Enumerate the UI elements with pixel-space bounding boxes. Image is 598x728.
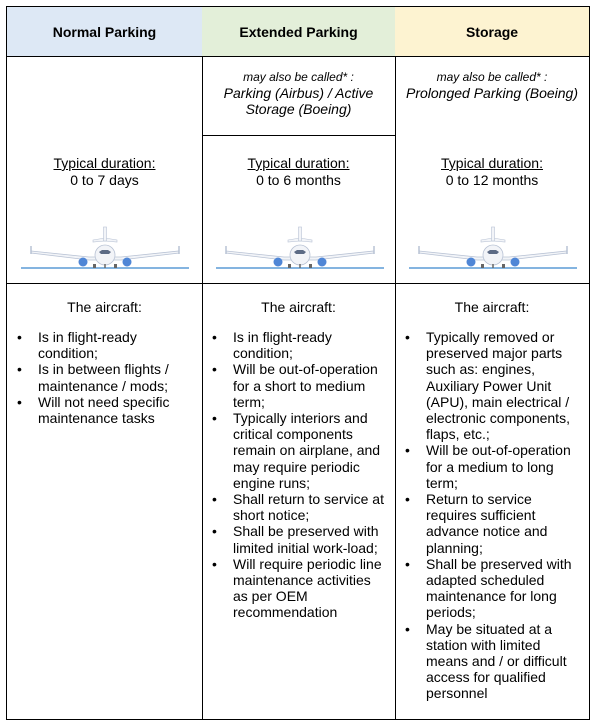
column-header — [395, 7, 589, 57]
alias-block — [7, 57, 202, 136]
list-item: • Shall return to service at short notice; — [210, 491, 389, 523]
duration-value: 0 to 7 days — [70, 172, 139, 188]
duration-label: Typical duration: — [53, 155, 156, 171]
aircraft-front-view-icon — [216, 225, 384, 270]
aircraft-front-view-icon — [21, 225, 189, 270]
row-divider — [7, 283, 202, 284]
list-item: • Will not need specific maintenance tasks — [15, 394, 196, 426]
alias-note: may also be called* : — [436, 70, 548, 84]
characteristics-list — [403, 329, 583, 702]
column-header-text: Normal Parking — [52, 23, 157, 40]
column-extended-parking — [202, 7, 396, 719]
list-item: • Will be out-of-operation for a short to medium term; — [210, 361, 389, 410]
list-item: • Is in flight-ready condition; — [15, 329, 196, 361]
body-title: The aircraft: — [261, 299, 336, 315]
list-item: • Typically removed or preserved major parts such as: engines, Auxiliary Power Unit (APU), main electrical / electronic components, flaps, etc.; — [403, 329, 583, 442]
row-divider — [395, 283, 589, 284]
alias-names: Prolonged Parking (Boeing) — [406, 85, 578, 101]
alias-block — [202, 57, 395, 136]
list-item: • Is in between flights / maintenance / mods; — [15, 361, 196, 393]
list-item: • Is in flight-ready condition; — [210, 329, 389, 361]
characteristics-list — [15, 329, 196, 426]
list-item: • Return to service requires sufficient advance notice and planning; — [403, 491, 583, 556]
duration-value: 0 to 6 months — [256, 172, 341, 188]
duration-label: Typical duration: — [247, 155, 350, 171]
list-item: • Shall be preserved with adapted scheduled maintenance for long periods; — [403, 556, 583, 621]
duration-block — [202, 155, 395, 189]
characteristics-list — [210, 329, 389, 621]
aircraft-front-view-icon — [409, 225, 577, 270]
duration-value: 0 to 12 months — [445, 172, 539, 188]
duration-block — [7, 155, 202, 189]
column-normal-parking — [7, 7, 203, 719]
duration-block — [395, 155, 589, 189]
alias-names: Parking (Airbus) / Active Storage (Boeing) — [223, 85, 374, 117]
column-storage — [395, 7, 589, 719]
body-title: The aircraft: — [67, 299, 142, 315]
list-item: • Will require periodic line maintenance activities as per OEM recommendation — [210, 556, 389, 621]
column-header-text: Extended Parking — [239, 23, 358, 40]
alias-note: may also be called* : — [243, 70, 354, 84]
column-header — [7, 7, 202, 57]
parking-comparison-table — [6, 6, 590, 720]
list-item: • Shall be preserved with limited initial work-load; — [210, 523, 389, 555]
column-header — [202, 7, 395, 57]
row-divider — [202, 283, 395, 284]
list-item: • Will be out-of-operation for a medium to long term; — [403, 442, 583, 491]
alias-block — [395, 57, 589, 136]
list-item: • Typically interiors and critical components remain on airplane, and may require periodic engine runs; — [210, 410, 389, 491]
column-header-text: Storage — [465, 23, 519, 40]
body-title: The aircraft: — [454, 299, 530, 315]
list-item: • May be situated at a station with limited means and / or difficult access for qualified personnel — [403, 621, 583, 702]
duration-label: Typical duration: — [441, 155, 543, 171]
